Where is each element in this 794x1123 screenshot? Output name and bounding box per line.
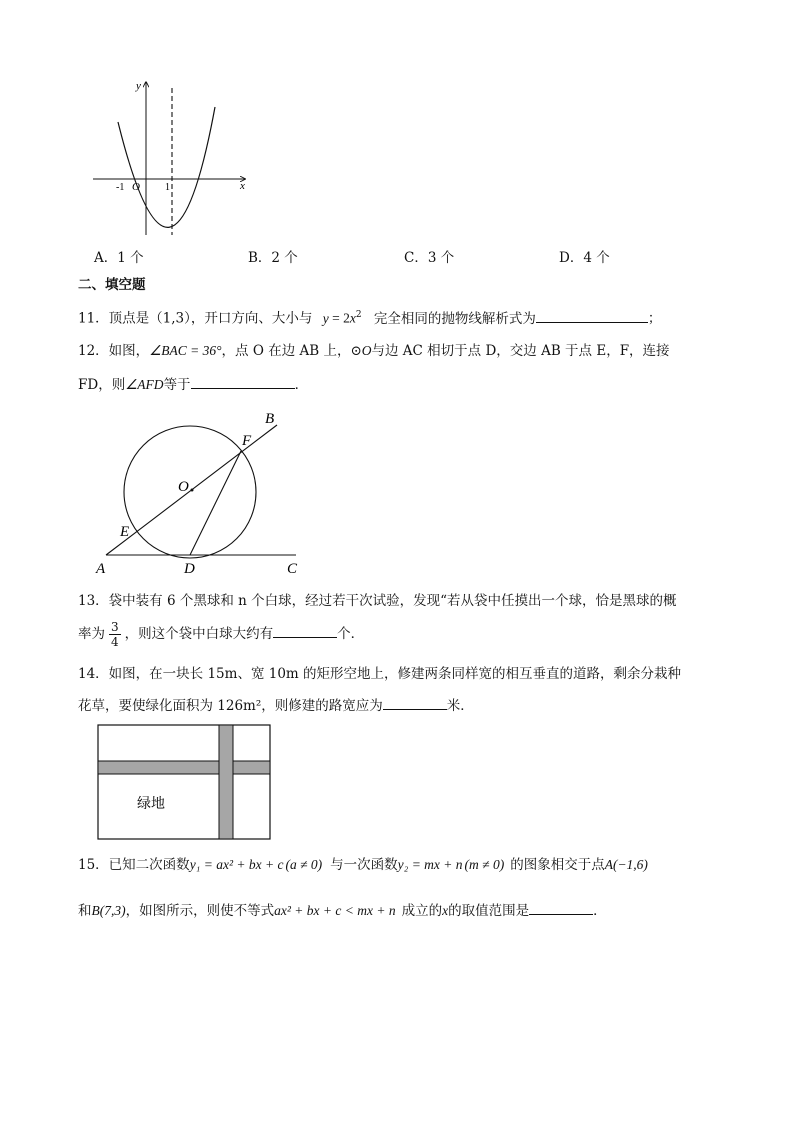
q15-text2: 与一次函数 (330, 857, 398, 873)
q11-text: 11．顶点是（1,3），开口方向、大小与 (78, 310, 313, 327)
vertical-road (219, 725, 233, 839)
q11-eq: = 2 (328, 310, 350, 326)
q15-quadratic: y₁ = ax² + bx + c (189, 857, 284, 872)
q15-x: x (442, 903, 449, 918)
q15-text6: 成立的 (401, 903, 443, 919)
fraction-3-4 (109, 620, 121, 649)
q15-text5: ，如图所示，则使不等式 (125, 903, 275, 919)
x-axis-label: x (240, 180, 245, 192)
q15-condition-a: (a ≠ 0) (285, 857, 323, 872)
rectangle-roads-figure (97, 724, 272, 842)
green-area-label: 绿地 (137, 796, 165, 812)
q15-point-a: A(−1,6) (604, 857, 648, 872)
question-12-line1 (78, 342, 670, 360)
label-b: B (265, 411, 275, 427)
q15-text4: 和 (78, 903, 92, 919)
q15-text3: 的图象相交于点 (510, 857, 605, 873)
tick-1: 1 (165, 182, 170, 193)
q12-angle: ∠BAC = 36° (149, 343, 222, 358)
q11-end: ； (647, 310, 662, 327)
q14-answer-blank[interactable] (383, 695, 447, 710)
q11-sq: 2 (355, 310, 362, 320)
horizontal-road (98, 761, 270, 774)
question-15-line1 (78, 856, 648, 874)
q11-y: y (322, 310, 329, 326)
section-title: 二、填空题 (78, 277, 146, 293)
question-13-line2 (78, 620, 364, 649)
parabola-curve (118, 107, 215, 227)
q13-answer-blank[interactable] (273, 623, 337, 638)
label-d: D (184, 561, 195, 577)
q11-x: x (349, 310, 356, 326)
option-c: C．3 个 (404, 250, 455, 266)
q15-point-b: B(7,3) (91, 903, 126, 918)
q15-linear: y₂ = mx + n (397, 857, 463, 872)
question-13-line1: 13．袋中装有 6 个黑球和 n 个白球，经过若干次试验，发现“若从袋中任摸出一个球，恰是黑球的概 (78, 593, 677, 609)
question-14-line2 (78, 695, 474, 715)
q11-answer-blank[interactable] (536, 308, 648, 323)
q12-text5: 等于 (163, 377, 191, 393)
label-f: F (242, 433, 252, 449)
q13-text3: 个． (337, 626, 365, 642)
q15-inequality: ax² + bx + c < mx + n (274, 903, 396, 918)
tick-neg1: -1 (116, 182, 125, 193)
q15-text: 15．已知二次函数 (78, 857, 190, 873)
option-d: D．4 个 (559, 250, 610, 266)
label-o: O (178, 479, 189, 495)
q13-text: 率为 (78, 626, 105, 642)
parabola-graph (85, 70, 255, 245)
q11-text2: 完全相同的抛物线解析式为 (373, 310, 536, 327)
label-c: C (287, 561, 298, 577)
circle-o (124, 426, 256, 558)
option-a: A．1 个 (94, 250, 144, 266)
q15-answer-blank[interactable] (529, 900, 593, 915)
question-15-line2 (78, 900, 607, 920)
q12-text4: FD，则 (78, 377, 126, 393)
q14-text2: 米． (446, 698, 474, 714)
q12-angle-afd: ∠AFD (125, 377, 164, 392)
fraction-numerator: 3 (111, 620, 119, 634)
question-11 (78, 306, 661, 328)
q12-text3: 与边 AC 相切于点 D，交边 AB 于点 E，F，连接 (371, 343, 670, 359)
y-axis-label: y (136, 80, 141, 92)
origin-label: O (132, 181, 140, 193)
q15-text7: 的取值范围是 (448, 903, 530, 919)
q15-condition-m: (m ≠ 0) (464, 857, 505, 872)
fraction-denominator: 4 (111, 635, 119, 649)
center-o-point (191, 489, 194, 492)
question-12-line2 (78, 374, 308, 394)
circle-tangent-figure (90, 405, 320, 577)
q12-answer-blank[interactable] (191, 374, 295, 389)
q15-end: ． (593, 903, 607, 919)
question-14-line1: 14．如图，在一块长 15m、宽 10m 的矩形空地上，修建两条同样宽的相互垂直的道路，剩余分栽种 (78, 666, 682, 682)
q12-text2: ，点 O 在边 AB 上，⊙ (221, 343, 362, 359)
option-b: B．2 个 (248, 250, 298, 266)
label-a: A (96, 561, 106, 577)
field-rectangle (98, 725, 270, 839)
q12-text: 12．如图， (78, 343, 150, 359)
label-e: E (120, 524, 130, 540)
q14-text: 花草，要使绿化面积为 126m²，则修建的路宽应为 (78, 698, 383, 714)
q12-circle-o: O (361, 343, 372, 358)
q12-end: ． (294, 377, 309, 393)
line-fd (190, 451, 241, 555)
q13-text2: ，则这个袋中白球大约有 (124, 626, 274, 642)
